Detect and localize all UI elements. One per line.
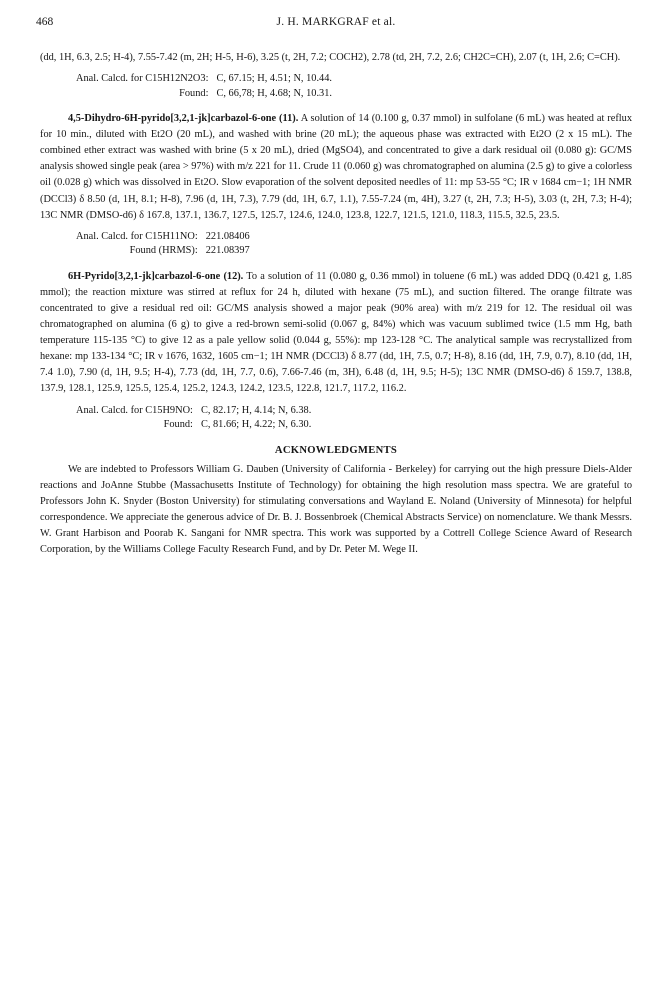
analysis-found-value: 221.08397 — [205, 245, 250, 257]
compound-12-body: To a solution of 11 (0.080 g, 0.36 mmol) in toluene (6 mL) was added DDQ (0.421 g, 1.85 mmol); the reaction mixture was stirred at reflux for 24 h, diluted with hexane (75 mL), and suction filtered. The orange filtrate was concentrated to give a residual red oil: GC/MS analysis showed a major peak (90% area) with m/z 219 for 12. The residual oil was chromatographed on alumina (6 g) to give a red-brown semi-solid (0.067 g, 84%) which was vacuum sublimed twice (1.5 mm Hg, bath temperature 115-135 °C) to give 12 as a pale yellow solid (0.044 g, 55%): mp 123-128 °C. The analytical sample was recrystallized from hexane: mp 133-134 °C; IR ν 1676, 1632, 1605 cm−1; 1H NMR (DCCl3) δ 8.77 (dd, 1H, 7.5, 0.7; H-8), 8.16 (dd, 1H, 7.9, 0.7), 8.10 (dd, 1H, 7.4 1.0), 7.90 (d, 1H, 9.5; H-4), 7.73 (dd, 1H, 7.7, 0.6), 7.66-7.46 (m, 3H), 6.48 (d, 1H, 9.5; H-5); 13C NMR (DMSO-d6) δ 159.7, 138.8, 137.9, 128.1, 125.9, 125.5, 125.4, 125.2, 124.3, 124.2, 123.5, 122.8, 121.7, 117.2, 116.2. — [40, 270, 632, 395]
page-header — [36, 16, 636, 36]
analysis-calcd-label: Anal. Calcd. for C15H12N2O3: — [76, 73, 209, 85]
page-number: 468 — [36, 16, 54, 28]
compound-12-title: 6H-Pyrido[3,2,1-jk]carbazol-6-one (12). — [68, 270, 244, 282]
analysis-found-label: Found: — [163, 419, 193, 430]
acknowledgments-paragraph: We are indebted to Professors William G. Dauben (University of California - Berkeley) for carrying out the high pressure Diels-Alder reactions and JoAnne Stubbe (Massachusetts Institute of Technology) for obtaining the high resolution mass spectra. We are grateful to Professors John K. Snyder (Boston University) for stimulating conversations and Wayland E. Noland (University of Minnesota) for helpful correspondence. We appreciate the generous advice of Dr. B. J. Bossenbroek (Chemical Abstracts Service) on nomenclature. We thank Messrs. W. Grant Harbison and Poorab K. Sangani for NMR spectra. This work was supported by a Cottrell College Science Award of Research Corporation, by the Williams College Faculty Research Fund, and by Dr. Peter M. Wege II. — [40, 463, 632, 556]
continued-paragraph: (dd, 1H, 6.3, 2.5; H-4), 7.55-7.42 (m, 2H; H-5, H-6), 3.25 (t, 2H, 7.2; COCH2), 2.78 (td, 2H, 7.2, 2.6; CH2C=CH), 2.07 (t, 1H, 2.6; C=CH). — [40, 52, 621, 63]
compound-11-body: A solution of 14 (0.100 g, 0.37 mmol) in sulfolane (6 mL) was heated at reflux for 10 min., diluted with Et2O (20 mL), and washed with brine (20 mL); the aqueous phase was extracted with Et2O (2 x 15 mL). The combined ether extract was washed with brine (5 x 20 mL), dried (MgSO4), and concentrated to give a dark residual oil (0.080 g): GC/MS analysis showed single peak (area > 97%) with m/z 221 for 11. Crude 11 (0.060 g) was chromatographed on alumina (2.5 g) to give a colorless oil (0.028 g) which was dissolved in Et2O. Slow evaporation of the solvent deposited needles of 11: mp 53-55 °C; IR ν 1684 cm−1; 1H NMR (DCCl3) δ 8.50 (d, 1H, 8.1; H-8), 7.96 (d, 1H, 7.3), 7.79 (dd, 1H, 6.7, 1.1), 7.55-7.24 (m, 4H), 3.27 (t, 2H, 7.3; H-5), 3.03 (t, 2H, 7.3; H-4); 13C NMR (DMSO-d6) δ 167.8, 137.1, 136.7, 127.5, 125.7, 124.6, 124.0, 123.8, 122.7, 121.5, 121.0, 118.3, 115.5, 32.5, 23.5. — [40, 113, 632, 221]
analysis-calcd-value: 221.08406 — [205, 230, 250, 242]
analysis-found-label: Found (HRMS): — [129, 245, 198, 257]
compound-12-paragraph — [40, 269, 632, 398]
analysis-calcd-label: Anal. Calcd. for C15H11NO: — [76, 230, 198, 242]
analysis-found-value: C, 81.66; H, 4.22; N, 6.30. — [200, 419, 312, 430]
elemental-analysis-1 — [76, 72, 632, 101]
analysis-found-label: Found: — [179, 87, 209, 99]
running-head: J. H. MARKGRAF et al. — [276, 16, 396, 28]
compound-11-paragraph — [40, 111, 632, 224]
elemental-analysis-2 — [76, 230, 632, 259]
analysis-calcd-value: C, 82.17; H, 4.14; N, 6.38. — [200, 404, 312, 416]
compound-11-title: 4,5-Dihydro-6H-pyrido[3,2,1-jk]carbazol-6-one (11). — [68, 113, 299, 125]
acknowledgments-heading: ACKNOWLEDGMENTS — [274, 444, 398, 456]
analysis-calcd-label: Anal. Calcd. for C15H9NO: — [76, 404, 193, 416]
elemental-analysis-3 — [76, 404, 632, 433]
analysis-found-value: C, 66,78; H, 4.68; N, 10.31. — [216, 87, 332, 99]
page-content — [40, 50, 632, 558]
analysis-calcd-value: C, 67.15; H, 4.51; N, 10.44. — [216, 73, 332, 85]
